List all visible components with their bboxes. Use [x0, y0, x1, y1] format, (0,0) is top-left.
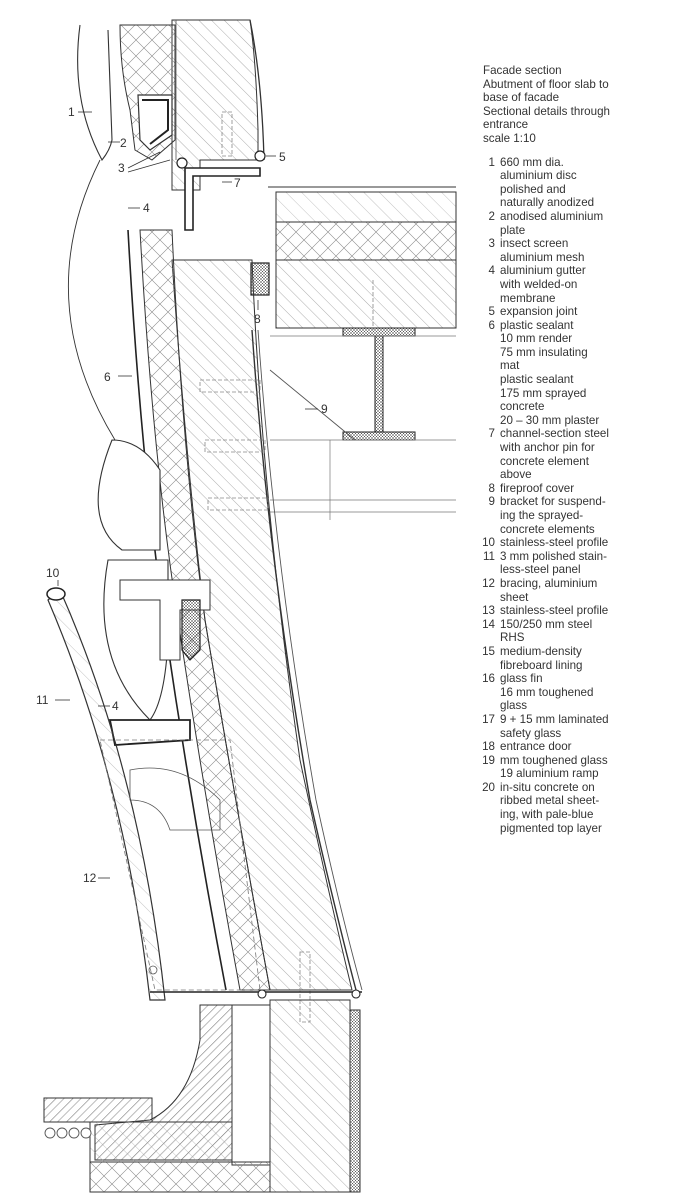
- middle-disc-profile: [98, 440, 160, 550]
- legend-item: [483, 210, 673, 237]
- profile-10-cap: [47, 588, 65, 600]
- legend-item-text: ing the sprayed-: [500, 509, 584, 522]
- callout-2: 2: [120, 136, 127, 150]
- legend-item-text: expansion joint: [500, 305, 578, 319]
- legend-item-text: 150/250 mm steel: [500, 617, 593, 631]
- legend-item-number: 16: [482, 672, 495, 686]
- steel-beam-flange-top: [343, 328, 415, 336]
- callout-4-lower: 4: [112, 699, 119, 713]
- ramp-tubes: [45, 1128, 91, 1138]
- callout-4-upper: 4: [143, 201, 150, 215]
- legend-item-text: fireproof cover: [500, 481, 575, 495]
- legend-item: [483, 427, 673, 481]
- legend-item-text: stainless-steel profile: [500, 604, 609, 618]
- title-line: Abutment of floor slab to: [483, 77, 609, 91]
- legend-item: [483, 264, 673, 305]
- lower-gutter: [110, 720, 190, 745]
- legend-item: [483, 645, 673, 672]
- legend-item: [483, 672, 673, 713]
- legend-item-text: above: [500, 468, 532, 482]
- legend-item-text: anodised aluminium: [500, 209, 604, 223]
- legend-item: [483, 319, 673, 428]
- legend-item-text: insect screen: [500, 237, 569, 251]
- title-line: scale 1:10: [483, 131, 536, 145]
- expansion-joint-upper: [177, 158, 187, 168]
- legend-item-text: ing, with pale-blue: [500, 808, 594, 822]
- legend-item-text: plastic sealant: [500, 318, 574, 332]
- legend-item-text: naturally anodized: [500, 196, 595, 210]
- legend-item-text: fibreboard lining: [500, 658, 583, 672]
- legend-item-text: channel-section steel: [500, 427, 609, 441]
- floor-screed: [90, 1122, 232, 1162]
- legend-item-text: entrance door: [500, 740, 572, 754]
- legend-item-text: sheet: [500, 590, 529, 604]
- expansion-joint-5: [255, 151, 265, 161]
- upper-disc-profile: [78, 25, 112, 160]
- legend-item-text: ribbed metal sheet-: [500, 794, 600, 808]
- callout-7: 7: [234, 176, 241, 190]
- legend-item-number: 5: [488, 305, 495, 319]
- legend-item-text: aluminium mesh: [500, 250, 585, 264]
- legend-item-text: bracket for suspend-: [500, 495, 606, 509]
- legend-item-number: 4: [488, 264, 495, 278]
- legend-item-text: in-situ concrete on: [500, 780, 595, 794]
- legend-item-number: 12: [482, 576, 495, 590]
- callout-3: 3: [118, 161, 125, 175]
- legend-item-number: 9: [488, 495, 495, 509]
- legend-item-text: 175 mm sprayed: [500, 386, 587, 400]
- legend-item: [483, 237, 673, 264]
- legend-item-text: plate: [500, 223, 526, 237]
- legend-item-number: 1: [488, 155, 495, 169]
- legend-item-number: 2: [488, 209, 495, 223]
- legend-item-text: polished and: [500, 182, 566, 196]
- legend-item-text: bracing, aluminium: [500, 576, 598, 590]
- legend-item-text: mat: [500, 359, 520, 373]
- legend-list: [483, 156, 673, 836]
- legend-item-number: 17: [482, 712, 495, 726]
- legend-item-text: 16 mm toughened: [500, 685, 594, 699]
- legend-item-number: 3: [488, 237, 495, 251]
- legend-item: [483, 482, 673, 496]
- legend-item-text: plastic sealant: [500, 373, 574, 387]
- title-line: entrance: [483, 118, 529, 132]
- legend-item-text: glass: [500, 699, 528, 713]
- legend-item-number: 14: [482, 617, 495, 631]
- legend-item: [483, 305, 673, 319]
- legend-item-text: less-steel panel: [500, 563, 581, 577]
- legend-item-text: concrete element: [500, 454, 589, 468]
- title-line: Facade section: [483, 64, 562, 77]
- legend-item-text: mm toughened glass: [500, 753, 608, 767]
- title-line: base of facade: [483, 91, 560, 105]
- legend-item-text: pigmented top layer: [500, 821, 602, 835]
- floor-finish-row: [44, 1098, 152, 1122]
- legend-item-text: concrete: [500, 400, 545, 414]
- legend-item: [483, 536, 673, 550]
- legend-item-number: 18: [482, 740, 495, 754]
- legend-item-number: 8: [488, 481, 495, 495]
- legend-item-text: with welded-on: [500, 277, 578, 291]
- legend-item: [483, 156, 673, 210]
- legend-item-text: medium-density: [500, 644, 582, 658]
- legend-title: [483, 64, 673, 146]
- legend-item-number: 19: [482, 753, 495, 767]
- floor-slab-insulation: [276, 222, 456, 260]
- legend-item-text: membrane: [500, 291, 556, 305]
- steel-beam-web: [375, 336, 383, 432]
- legend-item-text: 660 mm dia.: [500, 155, 564, 169]
- legend-item: [483, 713, 673, 740]
- legend-item-number: 10: [482, 536, 495, 550]
- legend-item-text: 3 mm polished stain-: [500, 549, 607, 563]
- base-joint-right: [352, 990, 360, 998]
- legend-item-text: 20 – 30 mm plaster: [500, 413, 600, 427]
- legend-item-text: aluminium gutter: [500, 264, 586, 278]
- legend-item-text: stainless-steel profile: [500, 536, 609, 550]
- legend-panel: [483, 64, 673, 835]
- callout-9: 9: [321, 402, 328, 416]
- callout-8: 8: [254, 312, 261, 326]
- legend-item-text: 75 mm insulating: [500, 345, 588, 359]
- legend-item-text: RHS: [500, 631, 525, 645]
- floor-insulation: [90, 1162, 270, 1192]
- legend-item: [483, 577, 673, 604]
- bracket-suspension: [270, 370, 355, 440]
- base-joint-left: [258, 990, 266, 998]
- legend-item: [483, 550, 673, 577]
- legend-item-text: 19 aluminium ramp: [500, 767, 599, 781]
- callout-5: 5: [279, 150, 286, 164]
- base-left-block: [232, 1005, 270, 1165]
- legend-item: [483, 754, 673, 781]
- legend-item-number: 6: [488, 318, 495, 332]
- legend-item-number: 15: [482, 644, 495, 658]
- floor-slab-top-layer: [276, 192, 456, 222]
- legend-item-text: 9 + 15 mm laminated: [500, 712, 609, 726]
- legend-item-number: 7: [488, 427, 495, 441]
- legend-item: [483, 781, 673, 835]
- callout-10: 10: [46, 566, 60, 580]
- legend-item: [483, 618, 673, 645]
- disc-arc-outline: [68, 160, 115, 440]
- title-line: Sectional details through: [483, 104, 610, 118]
- base-concrete-block: [270, 1000, 350, 1192]
- legend-item-text: glass fin: [500, 672, 543, 686]
- callout-11: 11: [36, 693, 49, 707]
- legend-item-text: aluminium disc: [500, 169, 577, 183]
- legend-item: [483, 495, 673, 536]
- legend-item-text: safety glass: [500, 726, 562, 740]
- callout-12: 12: [83, 871, 97, 885]
- legend-item: [483, 604, 673, 618]
- legend-item-text: with anchor pin for: [500, 441, 595, 455]
- floor-slab-concrete: [276, 260, 456, 328]
- callout-1: 1: [68, 105, 75, 119]
- legend-item-text: 10 mm render: [500, 332, 573, 346]
- legend-item: [483, 740, 673, 754]
- callout-6: 6: [104, 370, 111, 384]
- base-outer-strip: [350, 1010, 360, 1192]
- legend-item-number: 13: [482, 604, 495, 618]
- legend-item-number: 20: [482, 780, 495, 794]
- legend-item-text: concrete elements: [500, 522, 595, 536]
- legend-item-number: 11: [482, 549, 495, 563]
- stainless-steel-profile-13: [182, 600, 200, 660]
